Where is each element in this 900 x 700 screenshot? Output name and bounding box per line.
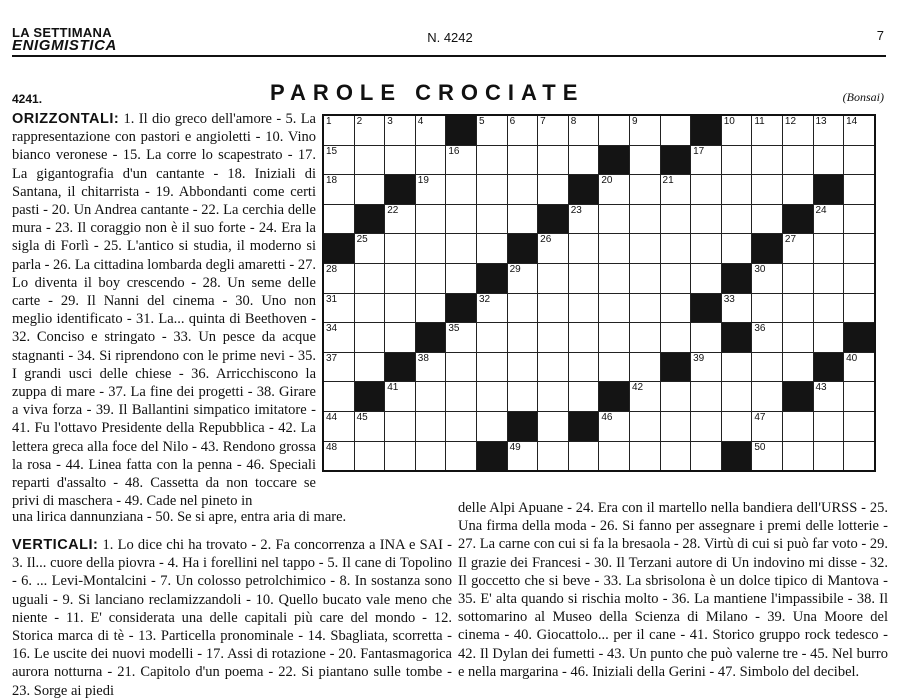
grid-cell[interactable] <box>629 234 660 264</box>
grid-cell[interactable] <box>476 204 507 234</box>
grid-cell[interactable] <box>782 323 813 353</box>
grid-cell[interactable] <box>446 411 477 441</box>
grid-cell[interactable] <box>538 382 569 412</box>
grid-cell[interactable] <box>691 145 722 175</box>
grid-cell[interactable] <box>813 234 844 264</box>
grid-cell[interactable] <box>415 204 446 234</box>
grid-cell[interactable] <box>782 441 813 471</box>
grid-cell[interactable] <box>629 323 660 353</box>
issue-number: N. 4242 <box>427 30 473 45</box>
black-cell <box>385 175 416 205</box>
black-cell <box>568 175 599 205</box>
cell-number: 20 <box>601 175 613 187</box>
grid-cell[interactable] <box>721 175 752 205</box>
grid-cell[interactable] <box>568 145 599 175</box>
grid-cell[interactable] <box>844 115 875 145</box>
header-rule <box>12 55 886 57</box>
grid-cell[interactable] <box>691 411 722 441</box>
black-cell <box>691 115 722 145</box>
grid-row <box>323 145 875 175</box>
grid-cell[interactable] <box>354 411 385 441</box>
grid-row <box>323 175 875 205</box>
cell-number: 48 <box>326 441 338 453</box>
black-cell <box>415 323 446 353</box>
cell-number: 4 <box>417 116 424 127</box>
logo-line-1: LA SETTIMANA <box>12 25 112 40</box>
grid-cell[interactable] <box>844 175 875 205</box>
grid-cell[interactable] <box>691 175 722 205</box>
puzzle-number: 4241. <box>12 92 43 106</box>
grid-cell[interactable] <box>752 352 783 382</box>
grid-cell[interactable] <box>691 441 722 471</box>
cell-number: 21 <box>662 175 674 187</box>
grid-cell[interactable] <box>385 204 416 234</box>
cell-number: 42 <box>631 382 644 394</box>
black-cell <box>354 204 385 234</box>
grid-cell[interactable] <box>354 115 385 145</box>
grid-cell[interactable] <box>415 175 446 205</box>
grid-cell[interactable] <box>844 204 875 234</box>
grid-row <box>323 323 875 353</box>
black-cell <box>691 293 722 323</box>
grid-cell[interactable] <box>446 175 477 205</box>
grid-cell[interactable] <box>782 352 813 382</box>
grid-cell[interactable] <box>446 352 477 382</box>
grid-cell[interactable] <box>629 293 660 323</box>
cell-number: 44 <box>326 411 338 423</box>
grid-cell[interactable] <box>691 263 722 293</box>
grid-cell[interactable] <box>568 293 599 323</box>
grid-cell[interactable] <box>415 441 446 471</box>
cell-number: 18 <box>326 175 338 187</box>
grid-cell[interactable] <box>752 145 783 175</box>
grid-cell[interactable] <box>629 263 660 293</box>
cell-number: 1 <box>326 116 332 127</box>
grid-cell[interactable] <box>813 204 844 234</box>
black-cell <box>385 352 416 382</box>
grid-cell[interactable] <box>354 352 385 382</box>
grid-cell[interactable] <box>507 382 538 412</box>
grid-cell[interactable] <box>385 145 416 175</box>
cell-number: 38 <box>417 352 429 364</box>
grid-cell[interactable] <box>385 293 416 323</box>
grid-cell[interactable] <box>568 323 599 353</box>
grid-cell[interactable] <box>599 411 630 441</box>
orizzontali-heading: ORIZZONTALI: <box>12 111 120 127</box>
grid-cell[interactable] <box>446 382 477 412</box>
grid-cell[interactable] <box>599 234 630 264</box>
grid-cell[interactable] <box>813 115 844 145</box>
grid-cell[interactable] <box>476 382 507 412</box>
grid-cell[interactable] <box>752 411 783 441</box>
cell-number: 43 <box>815 382 827 394</box>
grid-cell[interactable] <box>721 411 752 441</box>
grid-cell[interactable] <box>599 175 630 205</box>
grid-cell[interactable] <box>507 352 538 382</box>
grid-cell[interactable] <box>752 263 783 293</box>
grid-row <box>323 441 875 471</box>
grid-cell[interactable] <box>476 323 507 353</box>
grid-cell[interactable] <box>844 293 875 323</box>
grid-cell[interactable] <box>752 115 783 145</box>
grid-cell[interactable] <box>538 411 569 441</box>
grid-cell[interactable] <box>385 115 416 145</box>
grid-cell[interactable] <box>813 293 844 323</box>
cell-number: 11 <box>754 116 765 127</box>
grid-cell[interactable] <box>507 441 538 471</box>
grid-cell[interactable] <box>599 263 630 293</box>
cell-number: 22 <box>387 204 399 216</box>
grid-cell[interactable] <box>446 441 477 471</box>
grid-cell[interactable] <box>568 234 599 264</box>
grid-cell[interactable] <box>538 352 569 382</box>
orizzontali-text: 1. Il dio greco dell'amore - 5. La rappresentazione con pastori e angioletti - 10. Vino bianco veronese - 15. La corre lo scapestrato - 17. La gigantografia d'un cantante - 18. Iniziali di Santana, il chitarrista - 19. Abbondanti come certi pasti - 20. Un Andrea cantante - 22. La cerchia delle mura - 23. Il coraggio non è il suo forte - 24. Era la sigla di Forlì - 25. L'antico si studia, il moderno si parla - 26. La cittadina lombarda degli amaretti - 27. Lo diventa il boy crescendo - 28. Un seme delle carte - 29. Il Nanni del cinema - 30. Uno non meglio identificato - 31. La... quinta di Beethoven - 32. Conciso e stringato - 33. Un pesce da acque stagnanti - 34. Si riprendono con le prime nevi - 35. I grandi usci delle chiese - 36. Arricchiscono la zuppa di mare - 37. La fine dei progetti - 38. Girare a viva forza - 39. Il Ballantini simpatico imitatore - 41. Fu l'ottavo Presidente della Repubblica - 42. La lettera greca alla foce del Nilo - 43. Rendono grossa la rosa - 44. Linea fatta con la penna - 46. Speciali reparti d'assalto - 48. Cassetta da non toccare se privi di maschera - 49. Cade nel pineto in <box>12 111 316 510</box>
cell-number: 25 <box>356 234 368 246</box>
grid-cell[interactable] <box>538 145 569 175</box>
grid-cell[interactable] <box>844 234 875 264</box>
black-cell <box>476 263 507 293</box>
grid-cell[interactable] <box>538 175 569 205</box>
grid-cell[interactable] <box>599 352 630 382</box>
cell-number: 24 <box>815 204 827 216</box>
grid-cell[interactable] <box>721 115 752 145</box>
grid-cell[interactable] <box>415 411 446 441</box>
black-cell <box>813 175 844 205</box>
cell-number: 6 <box>509 116 516 127</box>
black-cell <box>721 263 752 293</box>
black-cell <box>354 382 385 412</box>
grid-cell[interactable] <box>629 204 660 234</box>
grid-cell[interactable] <box>354 293 385 323</box>
grid-row <box>323 352 875 382</box>
grid-cell[interactable] <box>813 441 844 471</box>
grid-cell[interactable] <box>660 234 691 264</box>
grid-cell[interactable] <box>691 204 722 234</box>
black-cell <box>323 234 354 264</box>
cell-number: 30 <box>754 263 766 275</box>
grid-row <box>323 234 875 264</box>
grid-cell[interactable] <box>568 115 599 145</box>
black-cell <box>782 382 813 412</box>
grid-cell[interactable] <box>323 323 354 353</box>
grid-cell[interactable] <box>660 115 691 145</box>
cell-number: 45 <box>356 411 368 423</box>
black-cell <box>568 411 599 441</box>
grid-cell[interactable] <box>599 115 630 145</box>
grid-cell[interactable] <box>476 145 507 175</box>
grid-cell[interactable] <box>507 204 538 234</box>
cell-number: 15 <box>326 145 338 157</box>
grid-cell[interactable] <box>415 263 446 293</box>
grid-cell[interactable] <box>752 382 783 412</box>
cell-number: 32 <box>478 293 491 305</box>
crossword-grid <box>322 114 876 472</box>
black-cell <box>660 352 691 382</box>
black-cell <box>599 145 630 175</box>
black-cell <box>782 204 813 234</box>
grid-cell[interactable] <box>844 411 875 441</box>
cell-number: 34 <box>326 323 338 335</box>
cell-number: 41 <box>387 382 399 394</box>
grid-cell[interactable] <box>782 263 813 293</box>
grid-cell[interactable] <box>323 293 354 323</box>
grid-cell[interactable] <box>415 382 446 412</box>
orizzontali-clues <box>12 110 316 510</box>
grid-cell[interactable] <box>629 411 660 441</box>
grid-row <box>323 204 875 234</box>
black-cell <box>446 293 477 323</box>
grid-cell[interactable] <box>752 441 783 471</box>
grid-cell[interactable] <box>691 352 722 382</box>
grid-cell[interactable] <box>476 352 507 382</box>
grid-cell[interactable] <box>323 263 354 293</box>
grid-cell[interactable] <box>629 175 660 205</box>
grid-cell[interactable] <box>660 382 691 412</box>
cell-number: 19 <box>417 175 429 187</box>
grid-cell[interactable] <box>599 323 630 353</box>
cell-number: 37 <box>326 352 338 364</box>
grid-cell[interactable] <box>813 145 844 175</box>
grid-cell[interactable] <box>385 323 416 353</box>
grid-cell[interactable] <box>629 441 660 471</box>
grid-cell[interactable] <box>385 263 416 293</box>
grid-cell[interactable] <box>507 145 538 175</box>
grid-cell[interactable] <box>660 293 691 323</box>
grid-cell[interactable] <box>782 175 813 205</box>
grid-cell[interactable] <box>415 234 446 264</box>
grid-cell[interactable] <box>844 145 875 175</box>
verticali-clues-continued: delle Alpi Apuane - 24. Era con il martello nella bandiera dell'URSS - 25. Una firma della moda - 26. Si fanno per assegnare i premi delle lotterie - 27. La carne con cui si fa la bresaola - 28. Virtù di cui si può far voto - 29. Il grazie dei Francesi - 30. Il Terzani autore di Un indovino mi disse - 32. Il goccetto che si beve - 33. La sbrisolona è un dolce tipico di Mantova - 35. E' alta quando si rischia molto - 36. La mantiene l'impassibile - 38. Il sottomarino al Museo della Scienza di Milano - 39. Una Moore del cinema - 40. Giocattolo... per il cane - 41. Storico gruppo rock tedesco - 42. Il Dylan dei fumetti - 43. Un punto che può valerne tre - 45. Nel burro e nella margarina - 46. Iniziali della Gerini - 47. Simbolo del decibel. <box>458 500 888 680</box>
cell-number: 40 <box>846 352 858 364</box>
grid-cell[interactable] <box>629 145 660 175</box>
cell-number: 31 <box>326 293 338 305</box>
cell-number: 5 <box>478 116 485 127</box>
cell-number: 50 <box>754 441 766 453</box>
grid-cell[interactable] <box>323 115 354 145</box>
grid-cell[interactable] <box>538 441 569 471</box>
grid-cell[interactable] <box>385 411 416 441</box>
grid-cell[interactable] <box>568 382 599 412</box>
grid-cell[interactable] <box>415 145 446 175</box>
grid-cell[interactable] <box>354 145 385 175</box>
grid-cell[interactable] <box>538 115 569 145</box>
grid-cell[interactable] <box>782 411 813 441</box>
black-cell <box>721 323 752 353</box>
orizzontali-clues-tail: una lirica dannunziana - 50. Se si apre, entra aria di mare. <box>12 509 347 525</box>
grid-cell[interactable] <box>415 293 446 323</box>
grid-cell[interactable] <box>660 441 691 471</box>
grid-cell[interactable] <box>354 234 385 264</box>
grid-cell[interactable] <box>354 263 385 293</box>
cell-number: 8 <box>570 116 577 127</box>
grid-cell[interactable] <box>538 323 569 353</box>
logo-line-2: ENIGMISTICA <box>12 37 117 54</box>
grid-cell[interactable] <box>782 115 813 145</box>
puzzle-title: PAROLE CROCIATE <box>270 80 585 105</box>
cell-number: 13 <box>815 116 827 127</box>
grid-cell[interactable] <box>507 175 538 205</box>
grid-cell[interactable] <box>782 145 813 175</box>
cell-number: 35 <box>448 323 460 335</box>
grid-cell[interactable] <box>599 441 630 471</box>
grid-cell[interactable] <box>568 441 599 471</box>
grid-cell[interactable] <box>691 323 722 353</box>
cell-number: 27 <box>784 234 797 246</box>
grid-cell[interactable] <box>844 352 875 382</box>
cell-number: 16 <box>448 145 460 157</box>
grid-cell[interactable] <box>507 323 538 353</box>
grid-cell[interactable] <box>629 382 660 412</box>
grid-cell[interactable] <box>721 293 752 323</box>
cell-number: 33 <box>723 293 735 305</box>
grid-cell[interactable] <box>599 204 630 234</box>
grid-cell[interactable] <box>323 411 354 441</box>
cell-number: 36 <box>754 323 766 335</box>
grid-cell[interactable] <box>629 352 660 382</box>
grid-cell[interactable] <box>385 234 416 264</box>
grid-cell[interactable] <box>721 204 752 234</box>
grid-cell[interactable] <box>507 293 538 323</box>
grid-cell[interactable] <box>844 441 875 471</box>
grid-cell[interactable] <box>782 293 813 323</box>
grid-cell[interactable] <box>660 175 691 205</box>
grid-cell[interactable] <box>752 323 783 353</box>
grid-cell[interactable] <box>721 234 752 264</box>
grid-row <box>323 115 875 145</box>
grid-cell[interactable] <box>813 263 844 293</box>
grid-cell[interactable] <box>507 263 538 293</box>
black-cell <box>844 323 875 353</box>
cell-number: 2 <box>356 116 363 127</box>
grid-row <box>323 293 875 323</box>
black-cell <box>476 441 507 471</box>
verticali-heading: VERTICALI: <box>12 537 99 553</box>
grid-cell[interactable] <box>538 263 569 293</box>
grid-cell[interactable] <box>507 115 538 145</box>
grid-cell[interactable] <box>782 234 813 264</box>
black-cell <box>538 204 569 234</box>
grid-cell[interactable] <box>476 175 507 205</box>
cell-number: 12 <box>784 116 797 127</box>
grid-cell[interactable] <box>691 382 722 412</box>
grid-cell[interactable] <box>415 115 446 145</box>
grid-cell[interactable] <box>323 145 354 175</box>
black-cell <box>599 382 630 412</box>
grid-cell[interactable] <box>844 263 875 293</box>
grid-cell[interactable] <box>385 441 416 471</box>
grid-cell[interactable] <box>476 234 507 264</box>
grid-cell[interactable] <box>446 323 477 353</box>
grid-cell[interactable] <box>323 204 354 234</box>
grid-cell[interactable] <box>813 382 844 412</box>
grid-cell[interactable] <box>415 352 446 382</box>
grid-cell[interactable] <box>446 204 477 234</box>
cell-number: 39 <box>693 352 705 364</box>
grid-cell[interactable] <box>599 293 630 323</box>
black-cell <box>813 352 844 382</box>
grid-row <box>323 411 875 441</box>
grid-cell[interactable] <box>476 411 507 441</box>
grid-cell[interactable] <box>476 115 507 145</box>
grid-cell[interactable] <box>660 411 691 441</box>
grid-cell[interactable] <box>660 323 691 353</box>
cell-number: 9 <box>631 116 638 127</box>
grid-cell[interactable] <box>660 263 691 293</box>
black-cell <box>507 411 538 441</box>
grid-cell[interactable] <box>446 263 477 293</box>
cell-number: 26 <box>540 234 552 246</box>
cell-number: 47 <box>754 411 766 423</box>
black-cell <box>660 145 691 175</box>
grid-cell[interactable] <box>844 382 875 412</box>
grid-cell[interactable] <box>629 115 660 145</box>
verticali-text-left: 1. Lo dice chi ha trovato - 2. Fa concorrenza a INA e SAI - 3. Il... cuore della piovra - 4. Ha i forellini nel tappo - 5. Il cane di Topolino - 6. ... Levi-Montalcini - 7. Un colosso petrolchimico - 8. In sostanza sono uguali - 9. Si lanciano reclamizzandoli - 10. Quello bucato vale meno che niente - 11. E' considerata una delle capitali più care del mondo - 12. Storica marca di tè - 13. Particella pronominale - 14. Sbagliata, scorretta - 16. Le uscite dei nuovi modelli - 17. Assi di rotazione - 20. Fantasmagorica aurora notturna - 21. Capitolo d'un poema - 22. Si piantano sulle tombe - 23. Sorge ai piedi <box>12 537 452 699</box>
cell-number: 28 <box>326 263 338 275</box>
grid-cell[interactable] <box>323 352 354 382</box>
cell-number: 10 <box>723 116 735 127</box>
grid-cell[interactable] <box>538 293 569 323</box>
black-cell <box>507 234 538 264</box>
grid-cell[interactable] <box>354 323 385 353</box>
cell-number: 23 <box>570 204 582 216</box>
grid-cell[interactable] <box>323 382 354 412</box>
grid-cell[interactable] <box>721 382 752 412</box>
cell-number: 49 <box>509 441 521 453</box>
grid-cell[interactable] <box>323 175 354 205</box>
grid-cell[interactable] <box>476 293 507 323</box>
cell-number: 29 <box>509 263 521 275</box>
grid-row <box>323 382 875 412</box>
grid-cell[interactable] <box>538 234 569 264</box>
grid-cell[interactable] <box>813 411 844 441</box>
grid-cell[interactable] <box>752 204 783 234</box>
grid-cell[interactable] <box>721 352 752 382</box>
grid-cell[interactable] <box>354 175 385 205</box>
black-cell <box>721 441 752 471</box>
cell-number: 17 <box>693 145 705 157</box>
grid-cell[interactable] <box>446 145 477 175</box>
grid-cell[interactable] <box>568 263 599 293</box>
grid-cell[interactable] <box>354 441 385 471</box>
verticali-clues <box>12 536 452 700</box>
grid-cell[interactable] <box>660 204 691 234</box>
black-cell <box>752 234 783 264</box>
grid-cell[interactable] <box>752 293 783 323</box>
cell-number: 3 <box>387 116 393 127</box>
grid-cell[interactable] <box>691 234 722 264</box>
grid-cell[interactable] <box>446 234 477 264</box>
grid-cell[interactable] <box>385 382 416 412</box>
grid-cell[interactable] <box>568 352 599 382</box>
grid-cell[interactable] <box>813 323 844 353</box>
grid-row <box>323 263 875 293</box>
grid-cell[interactable] <box>568 204 599 234</box>
cell-number: 46 <box>601 411 613 423</box>
black-cell <box>446 115 477 145</box>
grid-cell[interactable] <box>323 441 354 471</box>
grid-cell[interactable] <box>721 145 752 175</box>
grid-cell[interactable] <box>752 175 783 205</box>
puzzle-author: (Bonsai) <box>842 90 884 104</box>
cell-number: 14 <box>846 116 858 127</box>
page-number: 7 <box>876 28 884 43</box>
cell-number: 7 <box>540 116 546 127</box>
